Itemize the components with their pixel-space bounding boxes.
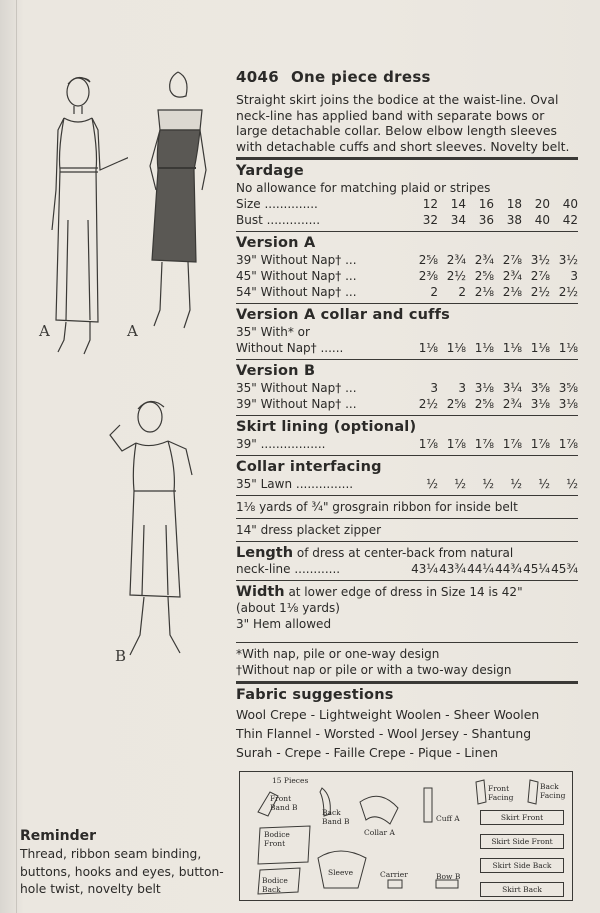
- yardage-value: 43¼: [411, 562, 438, 576]
- yardage-value: 42: [562, 213, 578, 227]
- yardage-value: 32: [422, 213, 438, 227]
- piece-sleeve: Sleeve: [328, 868, 354, 877]
- yardage-value: 1⅛: [502, 341, 522, 355]
- yardage-value: 1⅞: [474, 437, 494, 451]
- piece-bodice-back: Bodice Back: [262, 876, 288, 894]
- divider: [236, 303, 578, 304]
- yardage-value: 2: [458, 285, 466, 299]
- yardage-value: 2⅝: [446, 397, 466, 411]
- figure-label-b: B: [115, 647, 127, 665]
- yardage-row: [236, 252, 578, 268]
- yardage-value: 2⅞: [502, 253, 522, 267]
- piece-back-facing: Back Facing: [540, 782, 566, 800]
- version-a-collar-row: [236, 340, 578, 356]
- yardage-value: 2¾: [446, 253, 466, 267]
- divider: [236, 495, 578, 496]
- piece-bow: Bow B: [436, 872, 461, 881]
- width-yards: (about 1⅛ yards): [236, 601, 340, 615]
- yardage-value: 1⅛: [474, 341, 494, 355]
- piece-front-facing: Front Facing: [488, 784, 514, 802]
- divider: [236, 681, 578, 684]
- piece-skirt-side-back: Skirt Side Back: [480, 858, 564, 873]
- ribbon-note: 1⅛ yards of ¾" grosgrain ribbon for inside belt: [236, 500, 518, 514]
- yardage-value: 3½: [530, 253, 550, 267]
- yardage-value: 2⅝: [474, 397, 494, 411]
- yardage-value: 3¼: [502, 381, 522, 395]
- yardage-value: ½: [454, 477, 466, 491]
- yardage-row: [236, 284, 578, 300]
- yardage-row-label: 39" Without Nap† ...: [236, 397, 357, 411]
- yardage-value: 43¾: [439, 562, 466, 576]
- skirt-lining-row: [236, 436, 578, 452]
- yardage-row: [236, 396, 578, 412]
- pattern-title: [236, 68, 578, 86]
- hem-note: 3" Hem allowed: [236, 617, 332, 631]
- pattern-pieces-diagram: [239, 771, 573, 901]
- piece-skirt-back: Skirt Back: [480, 882, 564, 897]
- yardage-value: 44¾: [495, 562, 522, 576]
- yardage-value: 3⅛: [530, 397, 550, 411]
- yardage-value: 18: [506, 197, 522, 211]
- width-text: at lower edge of dress in Size 14 is 42": [288, 585, 523, 599]
- length-values: [410, 561, 578, 577]
- version-b-heading: Version B: [236, 363, 316, 379]
- yardage-value: 1⅞: [502, 437, 522, 451]
- length-description: [236, 545, 578, 561]
- yardage-value: 40: [562, 197, 578, 211]
- bust-label: Bust ..............: [236, 213, 321, 227]
- yardage-value: ½: [538, 477, 550, 491]
- yardage-value: ½: [482, 477, 494, 491]
- bust-row: [236, 212, 578, 228]
- piece-front-band: Front Band B: [270, 794, 298, 812]
- divider: [236, 359, 578, 360]
- collar-interfacing-values: [410, 476, 578, 492]
- yardage-value: 3: [458, 381, 466, 395]
- yardage-value: 2½: [530, 285, 550, 299]
- dress-illustration-a-back: [138, 70, 218, 340]
- yardage-row-label: 35" Without Nap† ...: [236, 381, 357, 395]
- yardage-value: 36: [478, 213, 494, 227]
- yardage-value: 2⅛: [502, 285, 522, 299]
- yardage-value: 45¾: [551, 562, 578, 576]
- figure-label-a-right: A: [127, 322, 138, 340]
- pattern-info-column: [236, 68, 578, 762]
- reminder-text: Thread, ribbon seam binding, buttons, hooks and eyes, button-hole twist, novelty belt: [20, 847, 224, 896]
- yardage-value: 2: [430, 285, 438, 299]
- collar-interfacing-label: 35" Lawn ...............: [236, 477, 354, 491]
- skirt-lining-label: 39" .................: [236, 437, 326, 451]
- fabric-list: [236, 705, 578, 762]
- version-b-rows: [236, 380, 578, 412]
- yardage-heading: Yardage: [236, 163, 304, 179]
- yardage-value: 20: [534, 197, 550, 211]
- pattern-number: 4046: [236, 68, 279, 86]
- yardage-value: 3⅛: [474, 381, 494, 395]
- divider: [236, 541, 578, 542]
- yardage-row-values: [410, 380, 578, 396]
- bust-values: [410, 212, 578, 228]
- yardage-value: 2¾: [502, 269, 522, 283]
- divider: [236, 580, 578, 581]
- size-label: Size ..............: [236, 197, 318, 211]
- version-a-heading: Version A: [236, 235, 316, 251]
- piece-skirt-front: Skirt Front: [480, 810, 564, 825]
- yardage-row-label: 39" Without Nap† ...: [236, 253, 357, 267]
- fabric-heading: Fabric suggestions: [236, 687, 394, 703]
- yardage-value: 3⅝: [530, 381, 550, 395]
- skirt-lining-values: [410, 436, 578, 452]
- length-text: of dress at center-back from natural: [296, 546, 514, 560]
- yardage-value: 1⅞: [446, 437, 466, 451]
- version-a-rows: [236, 252, 578, 300]
- yardage-value: 14: [450, 197, 466, 211]
- yardage-value: 3½: [558, 253, 578, 267]
- collar-interfacing-heading: Collar interfacing: [236, 459, 382, 475]
- piece-skirt-side-front: Skirt Side Front: [480, 834, 564, 849]
- yardage-row-values: [410, 252, 578, 268]
- figure-label-a-left: A: [39, 322, 50, 340]
- yardage-value: 34: [450, 213, 466, 227]
- footnote-without-nap: †Without nap or pile or with a two-way design: [236, 663, 512, 677]
- yardage-value: 1⅞: [558, 437, 578, 451]
- fabric-line: Surah - Crepe - Faille Crepe - Pique - Linen: [236, 745, 498, 760]
- yardage-value: 2½: [418, 397, 438, 411]
- divider: [236, 455, 578, 456]
- yardage-value: 38: [506, 213, 522, 227]
- yardage-note: No allowance for matching plaid or stripes: [236, 181, 491, 195]
- yardage-value: 2⅝: [418, 253, 438, 267]
- fabric-line: Thin Flannel - Worsted - Wool Jersey - Shantung: [236, 726, 532, 741]
- divider: [236, 518, 578, 519]
- yardage-value: 2⅞: [530, 269, 550, 283]
- yardage-value: 12: [422, 197, 438, 211]
- yardage-value: 2⅝: [474, 269, 494, 283]
- yardage-value: ½: [426, 477, 438, 491]
- yardage-value: 2⅜: [418, 269, 438, 283]
- version-a-collar-label: Without Nap† ......: [236, 341, 344, 355]
- divider: [236, 157, 578, 160]
- piece-cuff: Cuff A: [436, 814, 460, 823]
- piece-carrier: Carrier: [380, 870, 408, 879]
- yardage-row-values: [410, 268, 578, 284]
- yardage-row: [236, 380, 578, 396]
- yardage-value: ½: [566, 477, 578, 491]
- yardage-row-label: 54" Without Nap† ...: [236, 285, 357, 299]
- yardage-value: 2⅛: [474, 285, 494, 299]
- fold-line: [16, 0, 17, 913]
- yardage-value: 2¾: [474, 253, 494, 267]
- yardage-value: 16: [478, 197, 494, 211]
- fabric-line: Wool Crepe - Lightweight Woolen - Sheer Woolen: [236, 707, 540, 722]
- pattern-name: One piece dress: [290, 68, 431, 86]
- yardage-value: 1⅞: [418, 437, 438, 451]
- size-row: [236, 196, 578, 212]
- yardage-row-label: 45" Without Nap† ...: [236, 269, 357, 283]
- yardage-value: 44¼: [467, 562, 494, 576]
- length-label: neck-line ............: [236, 562, 341, 576]
- yardage-value: 1⅛: [446, 341, 466, 355]
- divider: [236, 231, 578, 232]
- yardage-row: [236, 268, 578, 284]
- reminder-block: [20, 828, 235, 899]
- yardage-value: 45¼: [523, 562, 550, 576]
- yardage-value: 2½: [558, 285, 578, 299]
- version-a-collar-heading: Version A collar and cuffs: [236, 307, 450, 323]
- piece-collar: Collar A: [364, 828, 395, 837]
- dress-illustration-a-front: [28, 70, 128, 360]
- yardage-value: 3: [430, 381, 438, 395]
- pieces-count: 15 Pieces: [272, 776, 309, 785]
- yardage-value: 3⅝: [558, 381, 578, 395]
- width-description: [236, 584, 578, 600]
- yardage-value: 1⅛: [530, 341, 550, 355]
- length-row: [236, 561, 578, 577]
- reminder-heading: Reminder: [20, 828, 97, 844]
- divider: [236, 642, 578, 643]
- piece-bodice-front: Bodice Front: [264, 830, 290, 848]
- yardage-row-values: [410, 396, 578, 412]
- yardage-value: 3⅛: [558, 397, 578, 411]
- yardage-value: ½: [510, 477, 522, 491]
- piece-back-band: Back Band B: [322, 808, 350, 826]
- collar-interfacing-row: [236, 476, 578, 492]
- yardage-value: 1⅛: [558, 341, 578, 355]
- width-heading: Width: [236, 584, 285, 600]
- divider: [236, 415, 578, 416]
- version-a-collar-note: 35" With* or: [236, 325, 310, 339]
- footnote-with-nap: *With nap, pile or one-way design: [236, 647, 440, 661]
- skirt-lining-heading: Skirt lining (optional): [236, 419, 417, 435]
- zipper-note: 14" dress placket zipper: [236, 523, 382, 537]
- yardage-value: 1⅛: [418, 341, 438, 355]
- version-a-collar-values: [410, 340, 578, 356]
- size-values: [410, 196, 578, 212]
- yardage-value: 2¾: [502, 397, 522, 411]
- pattern-description: Straight skirt joins the bodice at the waist-line. Oval neck-line has applied band with separate bows or large detachable collar. Below elbow length sleeves with detachable cuffs and short sleeves. Novelty belt.: [236, 92, 570, 154]
- yardage-value: 40: [534, 213, 550, 227]
- dress-illustration-b: [100, 395, 210, 665]
- length-heading: Length: [236, 545, 294, 561]
- yardage-value: 2½: [446, 269, 466, 283]
- yardage-row-values: [410, 284, 578, 300]
- yardage-value: 1⅞: [530, 437, 550, 451]
- yardage-value: 3: [570, 269, 578, 283]
